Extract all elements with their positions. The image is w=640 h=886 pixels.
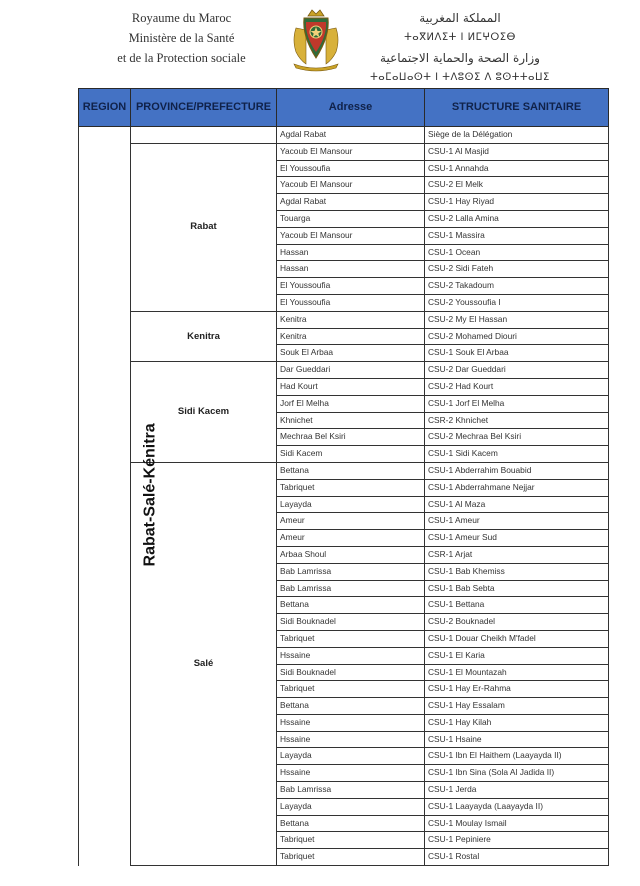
address-cell: Hssaine [277,714,425,731]
structure-cell: CSU-2 Had Kourt [425,378,609,395]
region-label: Rabat-Salé-Kénitra [141,423,159,567]
structure-cell: CSR-1 Arjat [425,546,609,563]
document-header [0,0,640,86]
structure-cell: CSU-2 El Melk [425,177,609,194]
structure-cell: CSU-2 Dar Gueddari [425,362,609,379]
address-cell: Layayda [277,798,425,815]
address-cell: Tabriquet [277,630,425,647]
table-header-row [79,89,609,127]
address-cell: Bettana [277,597,425,614]
address-cell: Hssaine [277,647,425,664]
address-cell: Yacoub El Mansour [277,227,425,244]
address-cell: Hssaine [277,765,425,782]
arabic-title-line: وزارة الصحة والحماية الاجتماعية [380,51,540,65]
address-cell: Tabriquet [277,849,425,866]
structure-cell: CSU-1 Bab Khemiss [425,563,609,580]
structure-cell: CSU-1 Bettana [425,597,609,614]
address-cell: Had Kourt [277,378,425,395]
structure-cell: CSU-1 Ibn Sina (Sola Al Jadida II) [425,765,609,782]
address-cell: Yacoub El Mansour [277,177,425,194]
structure-cell: CSU-1 Ocean [425,244,609,261]
structure-cell: CSU-1 El Mountazah [425,664,609,681]
structure-cell: CSU-2 Takadoum [425,278,609,295]
french-title-line: Ministère de la Santé [128,31,235,45]
column-header-province: PROVINCE/PREFECTURE [131,89,277,127]
structure-cell: CSU-1 Abderrahmane Nejjar [425,479,609,496]
address-cell: Hssaine [277,731,425,748]
structure-cell: Siège de la Délégation [425,127,609,144]
column-header-region: REGION [79,89,131,127]
province-cell [131,127,277,144]
structure-cell: CSU-1 Hsaine [425,731,609,748]
address-cell: Bab Lamrissa [277,580,425,597]
column-header-structure: STRUCTURE SANITAIRE [425,89,609,127]
address-cell: Hassan [277,244,425,261]
structure-cell: CSU-1 Hay Riyad [425,194,609,211]
royal-coat-of-arms-icon [286,6,346,72]
address-cell: Layayda [277,496,425,513]
structure-cell: CSU-2 Lalla Amina [425,210,609,227]
structure-cell: CSU-2 Sidi Fateh [425,261,609,278]
address-cell: Souk El Arbaa [277,345,425,362]
address-cell: Bettana [277,815,425,832]
tifinagh-title-line: ⵜⴰⴳⵍⴷⵉⵜ ⵏ ⵍⵎⵖⵔⵉⴱ [404,32,516,43]
table-row [79,127,609,144]
structure-cell: CSU-1 Sidi Kacem [425,446,609,463]
address-cell: Sidi Bouknadel [277,664,425,681]
address-cell: Kenitra [277,311,425,328]
structure-cell: CSU-2 Mechraa Bel Ksiri [425,429,609,446]
address-cell: Yacoub El Mansour [277,143,425,160]
ministry-title-arabic [360,8,560,88]
region-cell [79,127,159,866]
address-cell: Sidi Bouknadel [277,614,425,631]
address-cell: Sidi Kacem [277,446,425,463]
structure-cell: CSU-1 Bab Sebta [425,580,609,597]
table-row [79,362,609,379]
structure-cell: CSU-2 Youssoufia I [425,294,609,311]
structure-cell: CSU-1 Al Masjid [425,143,609,160]
address-cell: Tabriquet [277,832,425,849]
structure-cell: CSU-1 Ameur Sud [425,530,609,547]
address-cell: Tabriquet [277,681,425,698]
table-row [79,311,609,328]
province-cell: Rabat [131,143,277,311]
address-cell: Bettana [277,698,425,715]
address-cell: Arbaa Shoul [277,546,425,563]
column-header-address: Adresse [277,89,425,127]
address-cell: Jorf El Melha [277,395,425,412]
structure-cell: CSU-1 Moulay Ismail [425,815,609,832]
structure-cell: CSU-1 El Karia [425,647,609,664]
address-cell: Ameur [277,530,425,547]
address-cell: Khnichet [277,412,425,429]
structure-cell: CSU-1 Hay Essalam [425,698,609,715]
arabic-title-line: المملكة المغربية [419,11,501,25]
province-cell: Kenitra [131,311,277,361]
address-cell: Mechraa Bel Ksiri [277,429,425,446]
address-cell: Bab Lamrissa [277,563,425,580]
structure-cell: CSU-2 My El Hassan [425,311,609,328]
french-title-line: Royaume du Maroc [131,11,232,25]
ministry-title-french [84,8,279,68]
structure-cell: CSR-2 Khnichet [425,412,609,429]
structure-cell: CSU-1 Annahda [425,160,609,177]
structure-cell: CSU-1 Ibn El Haithem (Laayayda II) [425,748,609,765]
address-cell: Bettana [277,462,425,479]
province-cell: Salé [131,462,277,865]
address-cell: Bab Lamrissa [277,782,425,799]
health-structures-table [78,88,609,866]
address-cell: Touarga [277,210,425,227]
address-cell: El Youssoufia [277,294,425,311]
structure-cell: CSU-1 Souk El Arbaa [425,345,609,362]
province-cell: Sidi Kacem [131,362,277,463]
structure-cell: CSU-1 Pepiniere [425,832,609,849]
table-body [79,127,609,866]
structure-cell: CSU-1 Jerda [425,782,609,799]
address-cell: Tabriquet [277,479,425,496]
address-cell: Agdal Rabat [277,194,425,211]
structure-cell: CSU-1 Douar Cheikh M'fadel [425,630,609,647]
structure-cell: CSU-2 Bouknadel [425,614,609,631]
structure-cell: CSU-2 Mohamed Diouri [425,328,609,345]
french-title-line: et de la Protection sociale [117,51,246,65]
structure-cell: CSU-1 Hay Kilah [425,714,609,731]
structure-cell: CSU-1 Jorf El Melha [425,395,609,412]
structure-cell: CSU-1 Abderrahim Bouabid [425,462,609,479]
structure-cell: CSU-1 Ameur [425,513,609,530]
address-cell: El Youssoufia [277,278,425,295]
address-cell: Agdal Rabat [277,127,425,144]
structure-cell: CSU-1 Massira [425,227,609,244]
table-row [79,143,609,160]
address-cell: Kenitra [277,328,425,345]
address-cell: Layayda [277,748,425,765]
structure-cell: CSU-1 Rostal [425,849,609,866]
address-cell: El Youssoufia [277,160,425,177]
structure-cell: CSU-1 Hay Er-Rahma [425,681,609,698]
address-cell: Ameur [277,513,425,530]
structure-cell: CSU-1 Al Maza [425,496,609,513]
structure-cell: CSU-1 Laayayda (Laayayda II) [425,798,609,815]
tifinagh-title-line: ⵜⴰⵎⴰⵡⴰⵙⵜ ⵏ ⵜⴷⵓⵙⵉ ⴷ ⵓⵙⵜⵜⴰⵡⵉ [370,72,550,83]
address-cell: Hassan [277,261,425,278]
address-cell: Dar Gueddari [277,362,425,379]
